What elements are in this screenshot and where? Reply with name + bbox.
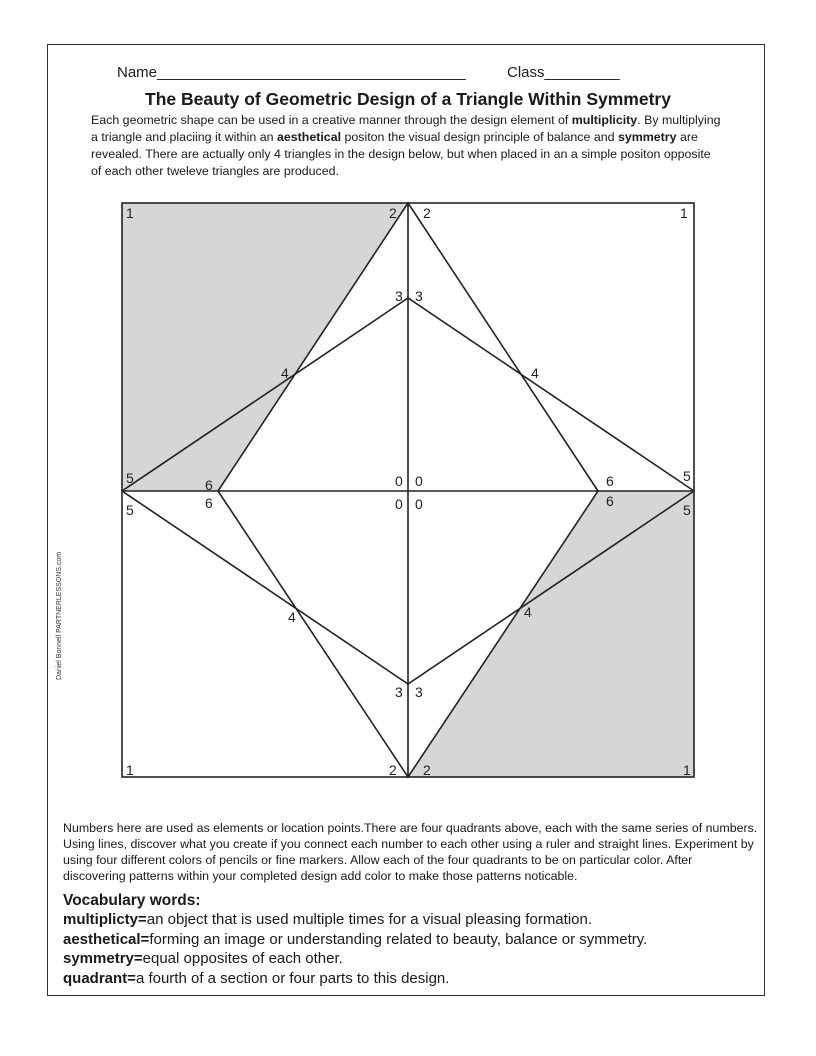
class-label: Class [507, 64, 545, 81]
point-label-bl-4: 4 [288, 609, 296, 625]
point-label-tr-5: 5 [683, 468, 691, 484]
intro-text-1: Each geometric shape can be used in a creative manner through the design element of [91, 113, 572, 127]
vocabulary-term: symmetry= [63, 950, 143, 967]
point-label-bl-3: 3 [395, 684, 403, 700]
vocabulary-term: aesthetical= [63, 930, 150, 948]
point-label-tl-4: 4 [281, 365, 289, 381]
instructions-paragraph: Numbers here are used as elements or location points.There are four quadrants above, each with the same series of numbers. Using lines, discover what you create if you connect each number to each other using a ruler and straight lines. Experiment by using four different colors of pencils or fine markers. Allow each of the four quadrants to be on particular color. After discovering patterns within your completed design add color to make those patterns noticable. [63, 821, 758, 883]
vocabulary-item [63, 930, 763, 950]
vocabulary-term: multiplicty= [63, 911, 147, 928]
point-label-br-0: 0 [415, 496, 423, 512]
intro-bold-multiplicity: multiplicity [571, 113, 638, 127]
vocabulary-definition: a fourth of a section or four parts to this design. [135, 969, 450, 987]
intro-bold-aesthetical: aesthetical [276, 130, 342, 144]
point-label-br-2: 2 [423, 762, 431, 778]
author-credit: Daniel Bonnell PARTNERLESSONS.com [56, 551, 63, 680]
intro-text-3: positon the visual design principle of balance and [341, 130, 618, 144]
point-label-tl-0: 0 [395, 473, 403, 489]
point-label-tr-4: 4 [531, 365, 539, 381]
point-label-bl-1: 1 [126, 762, 134, 778]
point-label-bl-2: 2 [389, 762, 397, 778]
point-label-tl-3: 3 [395, 288, 403, 304]
point-label-br-3: 3 [415, 684, 423, 700]
point-label-tl-5: 5 [126, 470, 134, 486]
point-label-br-6: 6 [606, 493, 614, 509]
vocabulary-heading: Vocabulary words: [63, 892, 201, 909]
intro-text-4: are revealed. There are actually only 4 triangles in the design below, but when placed in an a simple positon opposite of each other tweleve triangles are produced. [91, 130, 711, 178]
point-label-bl-6: 6 [205, 495, 213, 511]
point-label-tl-2: 2 [389, 205, 397, 221]
point-label-tl-1: 1 [126, 205, 134, 221]
vocabulary-item [63, 910, 763, 930]
vocabulary-item [63, 969, 763, 989]
class-blank[interactable]: _________ [544, 64, 620, 81]
vocabulary-definition: an object that is used multiple times for a visual pleasing formation. [146, 911, 593, 928]
point-label-br-4: 4 [524, 604, 532, 620]
point-label-tr-2: 2 [423, 205, 431, 221]
point-label-bl-0: 0 [395, 496, 403, 512]
name-blank[interactable]: _____________________________________ [157, 64, 466, 81]
point-label-br-5: 5 [683, 502, 691, 518]
page-title: The Beauty of Geometric Design of a Triangle Within Symmetry [145, 89, 671, 109]
vocabulary-definition: forming an image or understanding related to beauty, balance or symmetry. [149, 930, 648, 948]
vocabulary-item [63, 949, 763, 969]
vocabulary-definition: equal opposites of each other. [142, 950, 343, 967]
intro-bold-symmetry: symmetry [617, 130, 677, 144]
vocabulary-list [63, 910, 763, 988]
point-label-br-1: 1 [683, 762, 691, 778]
point-label-tr-1: 1 [680, 205, 688, 221]
point-label-tr-6: 6 [606, 473, 614, 489]
vocabulary-term: quadrant= [63, 969, 136, 987]
point-label-bl-5: 5 [126, 502, 134, 518]
point-label-tl-6: 6 [205, 477, 213, 493]
intro-text-2: . By multiplying a triangle and placiing it within an [91, 113, 721, 144]
point-label-tr-0: 0 [415, 473, 423, 489]
point-label-tr-3: 3 [415, 288, 423, 304]
name-label: Name [117, 64, 158, 81]
